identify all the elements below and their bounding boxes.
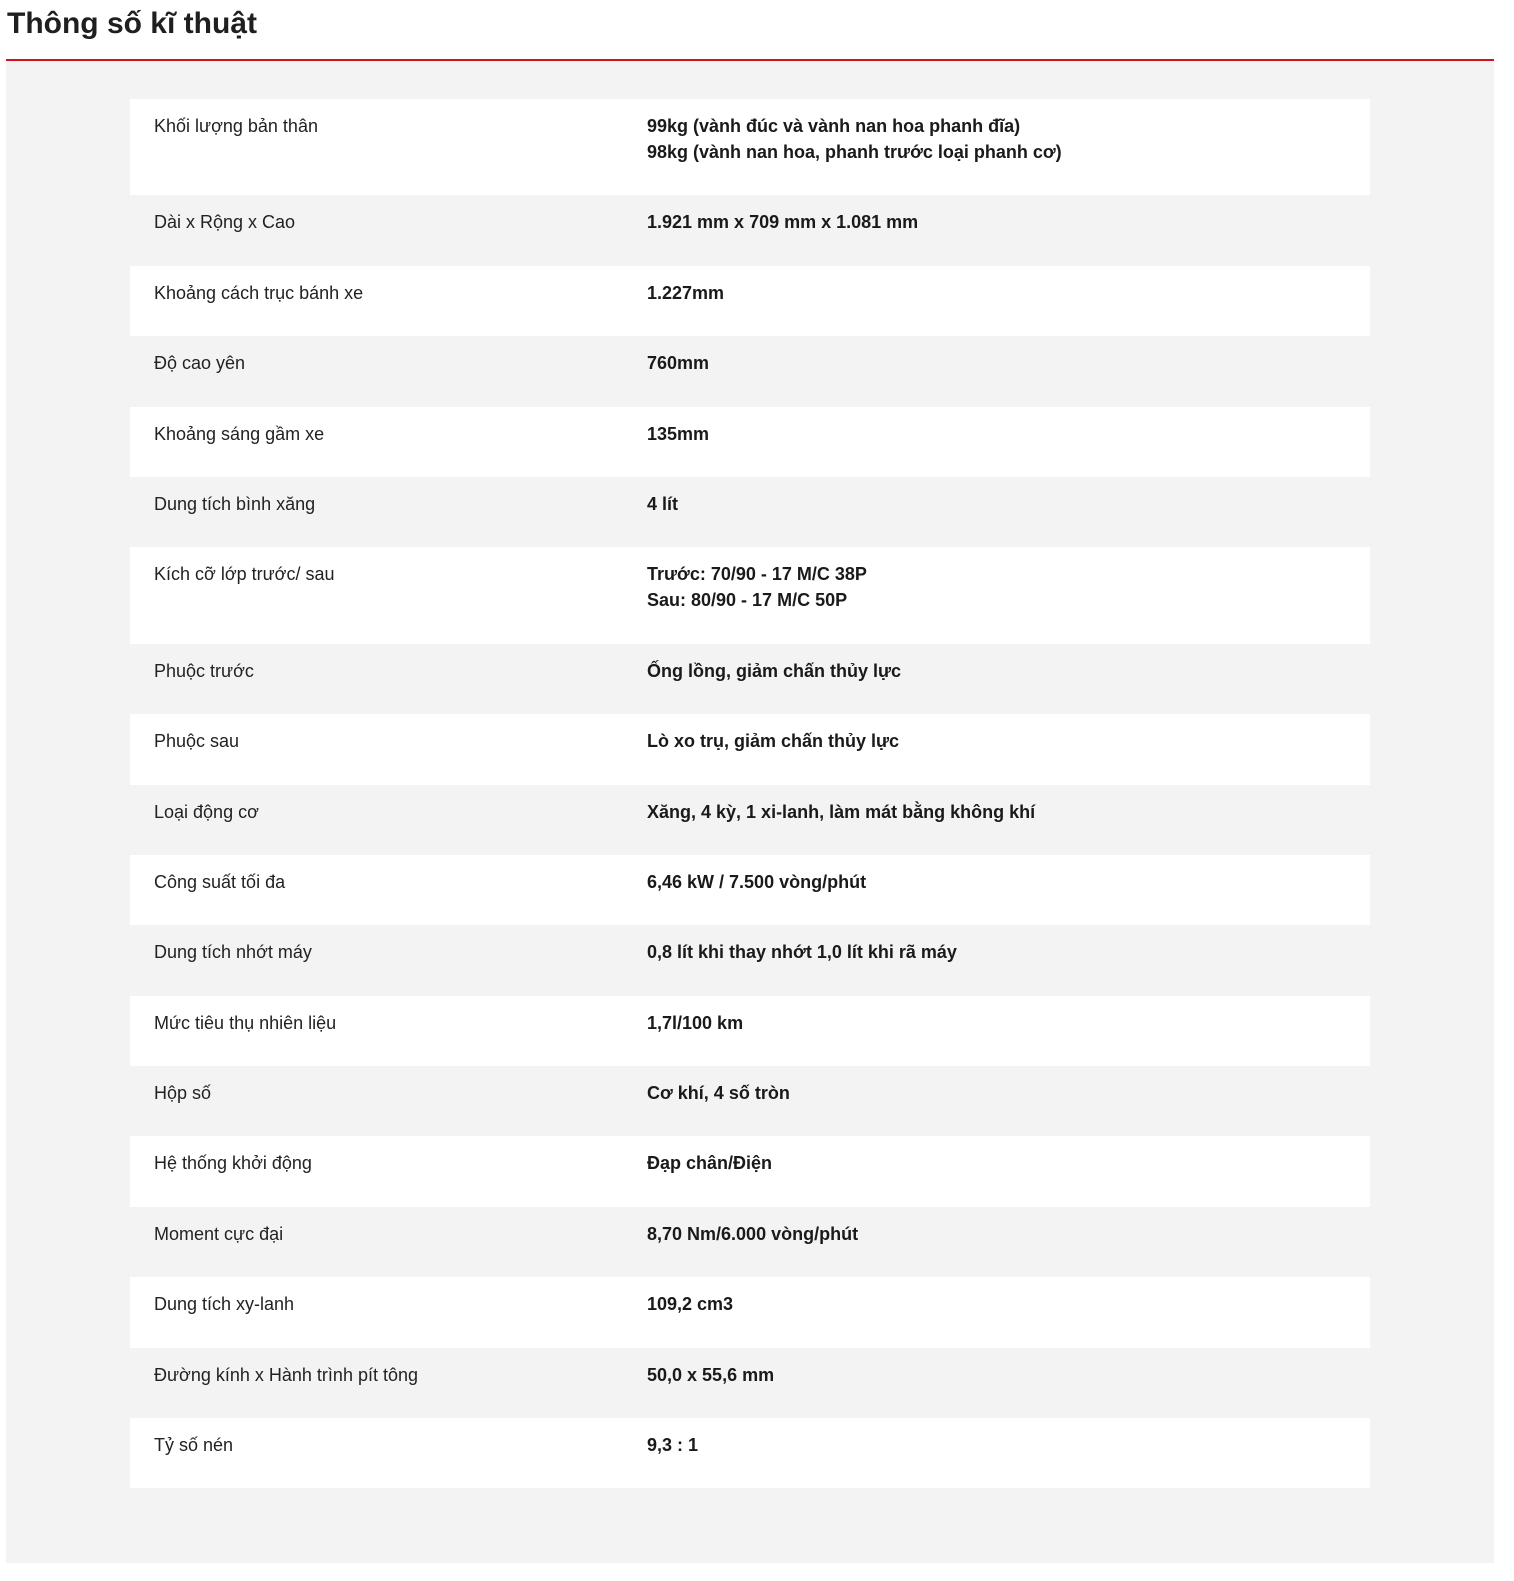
spec-value-line: Sau: 80/90 - 17 M/C 50P [647, 590, 848, 611]
spec-value [647, 491, 1370, 517]
spec-value [647, 280, 1370, 306]
spec-value [647, 1150, 1370, 1176]
spec-row [130, 644, 1370, 714]
spec-row [130, 547, 1370, 643]
spec-value-line: 6,46 kW / 7.500 vòng/phút [647, 871, 867, 892]
spec-value [647, 1080, 1370, 1106]
spec-value-line: 109,2 cm3 [647, 1294, 734, 1315]
spec-row [130, 855, 1370, 925]
spec-label: Đường kính x Hành trình pít tông [154, 1364, 418, 1385]
spec-value-line: Đạp chân/Điện [647, 1153, 773, 1174]
spec-label: Moment cực đại [154, 1223, 284, 1244]
spec-label: Dung tích xy-lanh [154, 1294, 295, 1315]
spec-label: Khoảng sáng gầm xe [154, 423, 325, 444]
spec-row [130, 336, 1370, 406]
spec-row [130, 714, 1370, 784]
spec-value-line: 0,8 lít khi thay nhớt 1,0 lít khi rã máy [647, 942, 957, 963]
spec-value-line: 1,7l/100 km [647, 1012, 744, 1033]
spec-panel [6, 61, 1494, 1563]
spec-value [647, 869, 1370, 895]
spec-value [647, 1432, 1370, 1458]
spec-value [647, 113, 1370, 165]
spec-row [130, 195, 1370, 265]
spec-value-line: 98kg (vành nan hoa, phanh trước loại phanh cơ) [647, 142, 1062, 162]
spec-value [647, 421, 1370, 447]
spec-label: Mức tiêu thụ nhiên liệu [154, 1012, 337, 1033]
spec-value-line: 4 lít [647, 493, 679, 514]
spec-value-line: 1.921 mm x 709 mm x 1.081 mm [647, 212, 919, 233]
page-title: Thông số kĩ thuật [7, 7, 257, 40]
spec-value [647, 1362, 1370, 1388]
spec-value [647, 350, 1370, 376]
spec-row [130, 1207, 1370, 1277]
spec-row [130, 785, 1370, 855]
spec-value-line: 760mm [647, 353, 710, 374]
spec-label: Dài x Rộng x Cao [154, 212, 296, 233]
spec-label: Khoảng cách trục bánh xe [154, 282, 364, 303]
spec-value-line: 135mm [647, 423, 710, 444]
spec-value [647, 1291, 1370, 1317]
spec-value [647, 939, 1370, 965]
spec-value-line: 9,3 : 1 [647, 1435, 699, 1456]
spec-label: Kích cỡ lớp trước/ sau [154, 564, 335, 585]
spec-label: Tỷ số nén [154, 1435, 234, 1456]
spec-label: Phuộc trước [154, 660, 254, 681]
spec-label: Công suất tối đa [154, 871, 286, 892]
spec-row [130, 99, 1370, 195]
spec-value [647, 561, 1370, 613]
spec-label: Độ cao yên [154, 353, 246, 374]
spec-value [647, 209, 1370, 235]
spec-label: Hộp số [154, 1083, 212, 1104]
spec-row [130, 1136, 1370, 1206]
spec-value-line: 99kg (vành đúc và vành nan hoa phanh đĩa) [647, 116, 1021, 136]
spec-label: Dung tích nhớt máy [154, 942, 312, 963]
spec-row [130, 266, 1370, 336]
spec-value-line: 8,70 Nm/6.000 vòng/phút [647, 1223, 859, 1244]
spec-value-line: Xăng, 4 kỳ, 1 xi-lanh, làm mát bằng không khí [647, 801, 1036, 822]
spec-row [130, 477, 1370, 547]
spec-row [130, 925, 1370, 995]
spec-value-line: Ống lồng, giảm chấn thủy lực [647, 660, 902, 681]
spec-row [130, 1066, 1370, 1136]
spec-value-line: Trước: 70/90 - 17 M/C 38P [647, 564, 867, 585]
spec-row [130, 1418, 1370, 1488]
spec-value [647, 728, 1370, 754]
spec-value [647, 1010, 1370, 1036]
spec-value-line: Cơ khí, 4 số tròn [647, 1083, 790, 1104]
spec-row [130, 1277, 1370, 1347]
spec-label: Loại động cơ [154, 801, 259, 822]
spec-label: Dung tích bình xăng [154, 493, 316, 514]
spec-label: Khối lượng bản thân [154, 116, 318, 136]
spec-value-line: 50,0 x 55,6 mm [647, 1364, 775, 1385]
spec-value [647, 799, 1370, 825]
spec-value-line: Lò xo trụ, giảm chấn thủy lực [647, 731, 900, 752]
spec-value [647, 1221, 1370, 1247]
spec-value [647, 658, 1370, 684]
spec-row [130, 1348, 1370, 1418]
spec-table [130, 99, 1370, 1488]
spec-value-line: 1.227mm [647, 282, 725, 303]
spec-row [130, 996, 1370, 1066]
spec-label: Hệ thống khởi động [154, 1153, 312, 1174]
spec-row [130, 407, 1370, 477]
spec-label: Phuộc sau [154, 731, 240, 752]
